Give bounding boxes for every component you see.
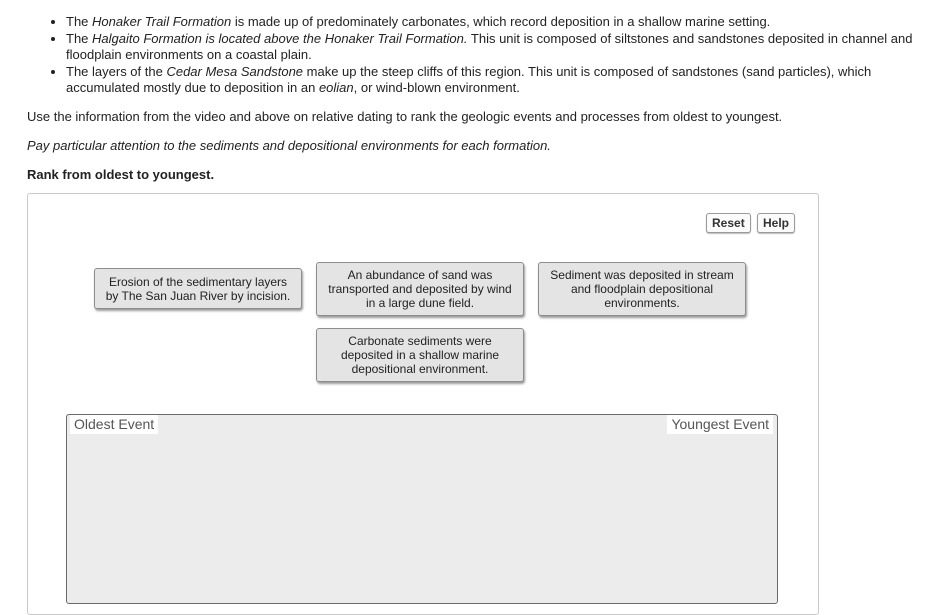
- ranking-panel: [27, 193, 819, 615]
- instruction-text: Use the information from the video and above on relative dating to rank the geologic events and processes from oldest to youngest.: [27, 109, 783, 124]
- draggable-card-marine-carbonate[interactable]: Carbonate sediments were deposited in a shallow marine depositional environment.: [316, 328, 524, 382]
- youngest-event-label: Youngest Event: [667, 415, 773, 434]
- bullet-halgaito: • The Halgaito Formation is located above the Honaker Trail Formation. This unit is composed of siltstones and sandstones deposited in channel and floodplain environments on a coastal plain.: [66, 31, 926, 63]
- bullet-cedar-mesa: • The layers of the Cedar Mesa Sandstone make up the steep cliffs of this region. This unit is composed of sandstones (sand particles), which accumulated mostly due to deposition in an eolian, or wind-blown environment.: [66, 64, 926, 96]
- bullet-honaker: • The Honaker Trail Formation is made up of predominately carbonates, which record deposition in a shallow marine setting.: [66, 14, 926, 30]
- formation-list: [48, 14, 926, 97]
- draggable-card-dune-sand[interactable]: An abundance of sand was transported and deposited by wind in a large dune field.: [316, 262, 524, 316]
- oldest-event-label: Oldest Event: [70, 415, 158, 434]
- attention-note: Pay particular attention to the sediments and depositional environments for each formation.: [27, 138, 551, 153]
- ranking-drop-zone[interactable]: [66, 414, 778, 604]
- draggable-card-erosion[interactable]: Erosion of the sedimentary layers by The San Juan River by incision.: [94, 268, 302, 309]
- rank-heading: Rank from oldest to youngest.: [27, 167, 215, 182]
- draggable-card-stream-floodplain[interactable]: Sediment was deposited in stream and floodplain depositional environments.: [538, 262, 746, 316]
- reset-button[interactable]: Reset: [706, 213, 751, 233]
- help-button[interactable]: Help: [757, 213, 795, 233]
